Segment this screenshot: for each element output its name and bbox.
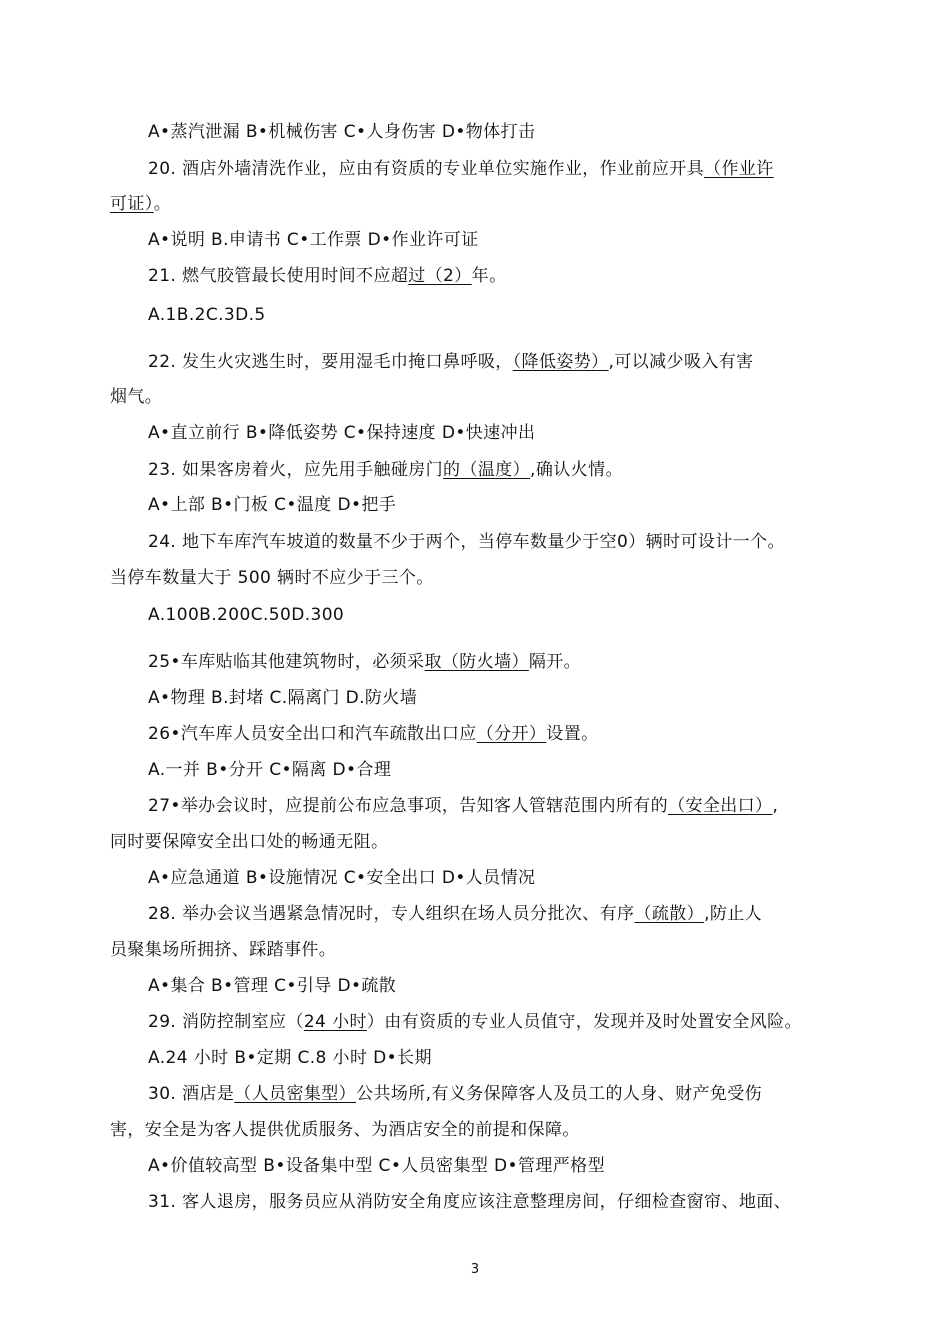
q30-options: A•价值较高型 B•设备集中型 C•人员密集型 D•管理严格型 bbox=[148, 1156, 605, 1176]
q27-answer: （安全出口） bbox=[668, 796, 773, 816]
q29-answer: 24 小时 bbox=[303, 1012, 367, 1032]
q23-answer: 的（温度） bbox=[443, 460, 531, 480]
q23-options: A•上部 B•门板 C•温度 D•把手 bbox=[148, 495, 397, 515]
q19-options: A•蒸汽泄漏 B•机械伤害 C•人身伤害 D•物体打击 bbox=[148, 122, 536, 142]
q26-options: A.一并 B•分开 C•隔离 D•合理 bbox=[148, 760, 392, 780]
q22-text: 22. 发生火灾逃生时，要用湿毛巾掩口鼻呼吸，（降低姿势）,可以减少吸入有害 bbox=[148, 352, 754, 372]
q30-answer: （人员密集型） bbox=[234, 1084, 357, 1104]
q31-text: 31. 客人退房，服务员应从消防安全角度应该注意整理房间，仔细检查窗帘、地面、 bbox=[148, 1192, 792, 1212]
q28-text-cont: 员聚集场所拥挤、踩踏事件。 bbox=[110, 940, 337, 960]
q20-text: 20. 酒店外墙清洗作业，应由有资质的专业单位实施作业，作业前应开具（作业许 bbox=[148, 159, 774, 179]
q29-options: A.24 小时 B•定期 C.8 小时 D•长期 bbox=[148, 1048, 432, 1068]
q22-text-cont: 烟气。 bbox=[110, 387, 163, 407]
q30-text-cont: 害，安全是为客人提供优质服务、为酒店安全的前提和保障。 bbox=[110, 1120, 580, 1140]
q30-text: 30. 酒店是（人员密集型）公共场所,有义务保障客人及员工的人身、财产免受伤 bbox=[148, 1084, 763, 1104]
q28-text: 28. 举办会议当遇紧急情况时，专人组织在场人员分批次、有序（疏散）,防止人 bbox=[148, 904, 763, 924]
q21-answer: 过（2） bbox=[408, 266, 472, 286]
q24-text-cont: 当停车数量大于 500 辆时不应少于三个。 bbox=[110, 568, 434, 588]
q23-text: 23. 如果客房着火，应先用手触碰房门的（温度）,确认火情。 bbox=[148, 460, 623, 480]
q22-answer: （降低姿势） bbox=[512, 352, 609, 372]
q27-text-cont: 同时要保障安全出口处的畅通无阻。 bbox=[110, 832, 389, 852]
q21-text: 21. 燃气胶管最长使用时间不应超过（2）年。 bbox=[148, 266, 507, 286]
q20-answer: （作业许 bbox=[704, 159, 774, 179]
q28-options: A•集合 B•管理 C•引导 D•疏散 bbox=[148, 976, 397, 996]
q24-options: A.100B.200C.50D.300 bbox=[148, 605, 345, 625]
q25-options: A•物理 B.封堵 C.隔离门 D.防火墙 bbox=[148, 688, 418, 708]
q20-text-cont: 可证）。 bbox=[110, 194, 172, 214]
q26-text: 26•汽车库人员安全出口和汽车疏散出口应（分开）设置。 bbox=[148, 724, 599, 744]
page-number: 3 bbox=[470, 1262, 480, 1277]
q27-text: 27•举办会议时，应提前公布应急事项，告知客人管辖范围内所有的（安全出口）, bbox=[148, 796, 779, 816]
q22-options: A•直立前行 B•降低姿势 C•保持速度 D•快速冲出 bbox=[148, 423, 536, 443]
q29-text: 29. 消防控制室应（24 小时）由有资质的专业人员值守，发现并及时处置安全风险。 bbox=[148, 1012, 802, 1032]
q28-answer: （疏散） bbox=[634, 904, 705, 924]
q21-options: A.1B.2C.3D.5 bbox=[148, 305, 266, 325]
q26-answer: （分开） bbox=[476, 724, 547, 744]
q25-text: 25•车库贴临其他建筑物时，必须采取（防火墙）隔开。 bbox=[148, 652, 582, 672]
q24-text: 24. 地下车库汽车坡道的数量不少于两个，当停车数量少于空0）辆时可设计一个。 bbox=[148, 532, 785, 552]
q20-options: A•说明 B.申请书 C•工作票 D•作业许可证 bbox=[148, 230, 479, 250]
q20-answer-cont: 可证） bbox=[110, 194, 154, 214]
q25-answer: 取（防火墙） bbox=[424, 652, 529, 672]
q27-options: A•应急通道 B•设施情况 C•安全出口 D•人员情况 bbox=[148, 868, 536, 888]
